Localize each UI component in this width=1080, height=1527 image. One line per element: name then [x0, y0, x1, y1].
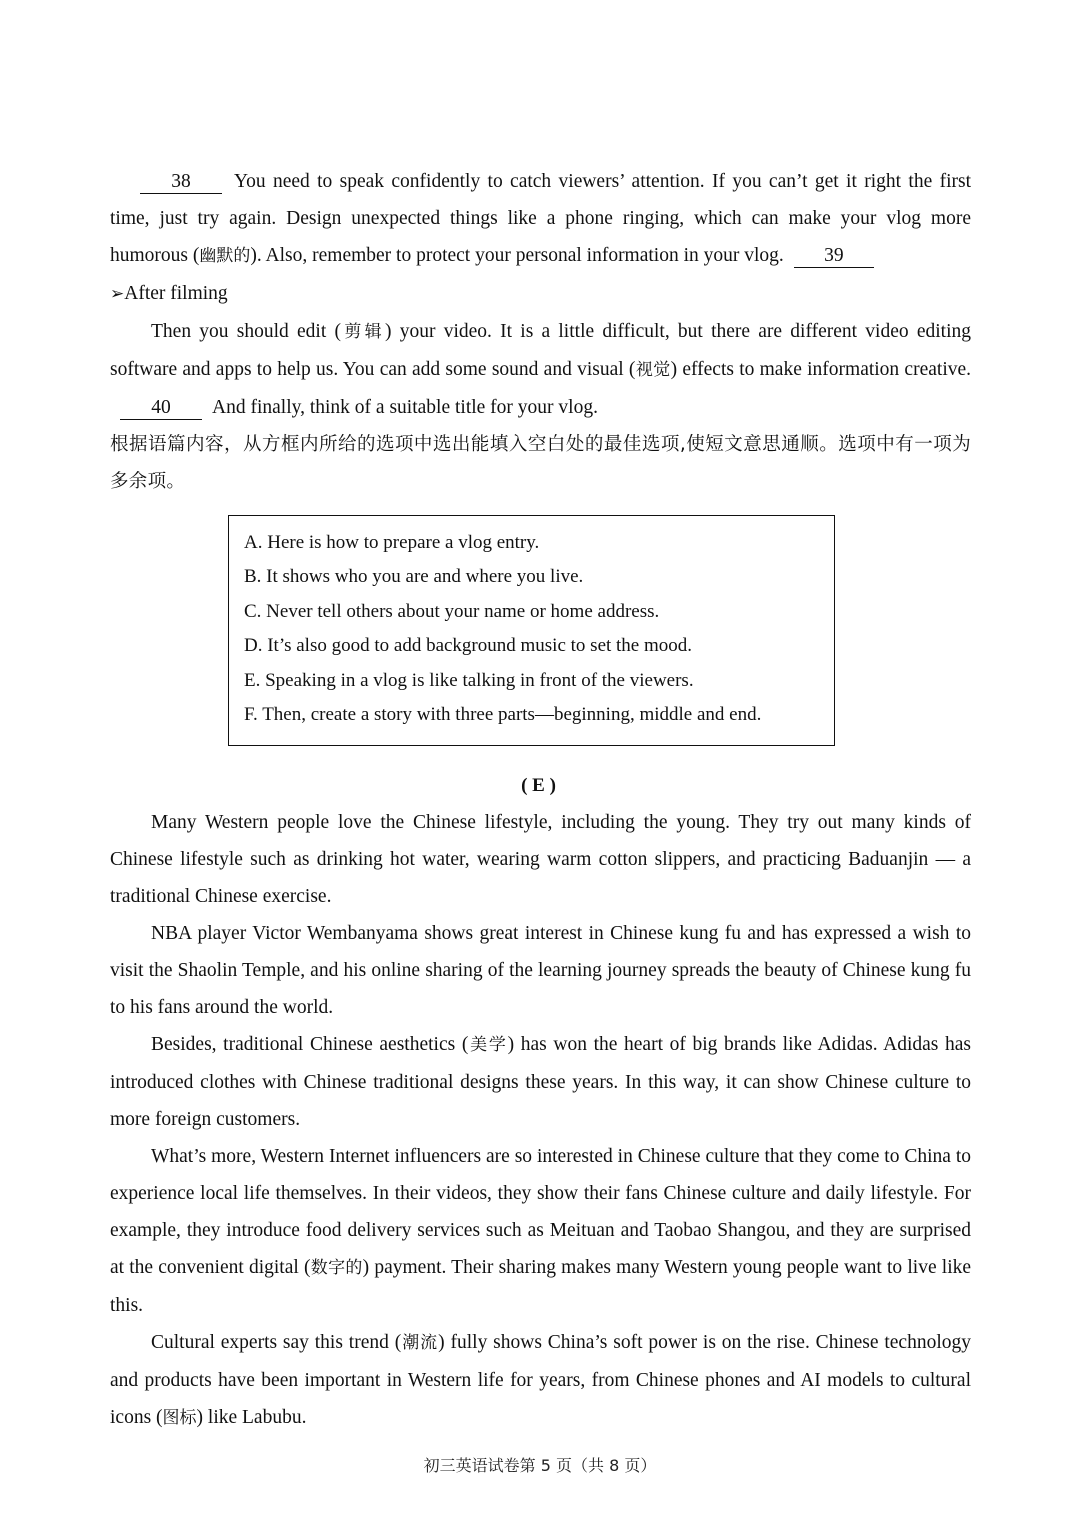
chinese-gloss: 剪辑 — [340, 322, 386, 342]
paragraph-e-2: NBA player Victor Wembanyama shows great interest in Chinese kung fu and has expressed a wish to visit the Shaolin Temple, and his online sharing of the learning journey spreads the beauty of Chinese kung fu to his fans around the world. — [110, 923, 971, 1019]
paragraph-text: ) like Labubu. — [196, 1407, 307, 1429]
paragraph-text: And finally, think of a suitable title for your vlog. — [212, 397, 598, 418]
paragraph-text: ) effects to make information creative. — [670, 359, 972, 380]
after-filming-heading — [110, 275, 971, 313]
paragraph-text: ) has won the heart of big brands like Adidas. Adidas has introduced clothes with Chinese traditional designs these years. In this way, it can show Chinese culture to more foreign customers. — [110, 1034, 972, 1131]
paragraph-e-5 — [110, 1324, 971, 1437]
paragraph-text: ) fully shows China’s soft power is on the rise. Chinese technology and products have been important in Western life for years, from Chinese phones and AI models to cultural icons ( — [110, 1332, 972, 1429]
chinese-gloss: 视觉 — [635, 360, 671, 380]
paragraph-text: Cultural experts say this trend ( — [151, 1332, 402, 1354]
exam-page-content — [110, 163, 971, 1437]
answer-blank-38[interactable]: 38 — [140, 171, 222, 194]
section-e-label: ( E ) — [521, 775, 556, 797]
chinese-gloss: 美学 — [468, 1035, 508, 1056]
heading-text: After filming — [124, 283, 228, 304]
answer-blank-39[interactable]: 39 — [794, 245, 874, 268]
paragraph-text: ) your video. It is a little difficult, but there are different video editing software and apps to help us. You can add some sound and visual ( — [110, 321, 972, 380]
paragraph-d-filming-tips — [110, 163, 971, 275]
option-d[interactable]: D. It’s also good to add background music to set the mood. — [244, 635, 693, 657]
paragraph-d-editing — [110, 313, 971, 426]
chinese-gloss: 图标 — [162, 1408, 197, 1429]
paragraph-e-3 — [110, 1026, 971, 1138]
paragraph-e-1: Many Western people love the Chinese lifestyle, including the young. They try out many kinds of Chinese lifestyle such as drinking hot water, wearing warm cotton slippers, and practicing Baduanjin — a traditional Chinese exercise. — [110, 812, 971, 908]
option-b[interactable]: B. It shows who you are and where you live. — [244, 566, 584, 588]
options-box — [228, 515, 835, 746]
page-footer: 初三英语试卷第 5 页（共 8 页） — [423, 1456, 657, 1475]
option-c[interactable]: C. Never tell others about your name or home address. — [244, 600, 660, 622]
paragraph-text: ) payment. Their sharing makes many Western young people want to live like this. — [110, 1257, 972, 1317]
instruction-text: 根据语篇内容，从方框内所给的选项中选出能填入空白处的最佳选项,使短文意思通顺。选项中有一项为多余项。 — [110, 434, 971, 492]
paragraph-text: Then you should edit ( — [151, 321, 341, 342]
chinese-gloss: 数字的 — [310, 1258, 363, 1279]
paragraph-text: Besides, traditional Chinese aesthetics ( — [151, 1034, 469, 1056]
arrowhead-bullet-icon: ➢ — [110, 284, 125, 304]
paragraph-text: ). Also, remember to protect your personal information in your vlog. — [250, 245, 784, 266]
chinese-gloss: 幽默的 — [199, 246, 251, 266]
paragraph-e-4 — [110, 1138, 971, 1324]
option-e[interactable]: E. Speaking in a vlog is like talking in front of the viewers. — [244, 669, 694, 691]
option-f[interactable]: F. Then, create a story with three parts—beginning, middle and end. — [244, 704, 762, 726]
paragraph-text: You need to speak confidently to catch viewers’ attention. If you can’t get it right the first time, just try again. Design unexpected things like a phone ringing, which can make your vlog more humorous ( — [110, 171, 971, 266]
answer-blank-40[interactable]: 40 — [120, 397, 202, 420]
chinese-gloss: 潮流 — [401, 1333, 439, 1354]
paragraph-text: What’s more, Western Internet influencers are so interested in Chinese culture that they come to China to experience local life themselves. In their videos, they show their fans Chinese culture and daily lifestyle. For example, they introduce food delivery services such as Meituan and Taobao Shangou, and they are surprised at the convenient digital ( — [110, 1146, 971, 1279]
option-a[interactable]: A. Here is how to prepare a vlog entry. — [244, 532, 540, 553]
